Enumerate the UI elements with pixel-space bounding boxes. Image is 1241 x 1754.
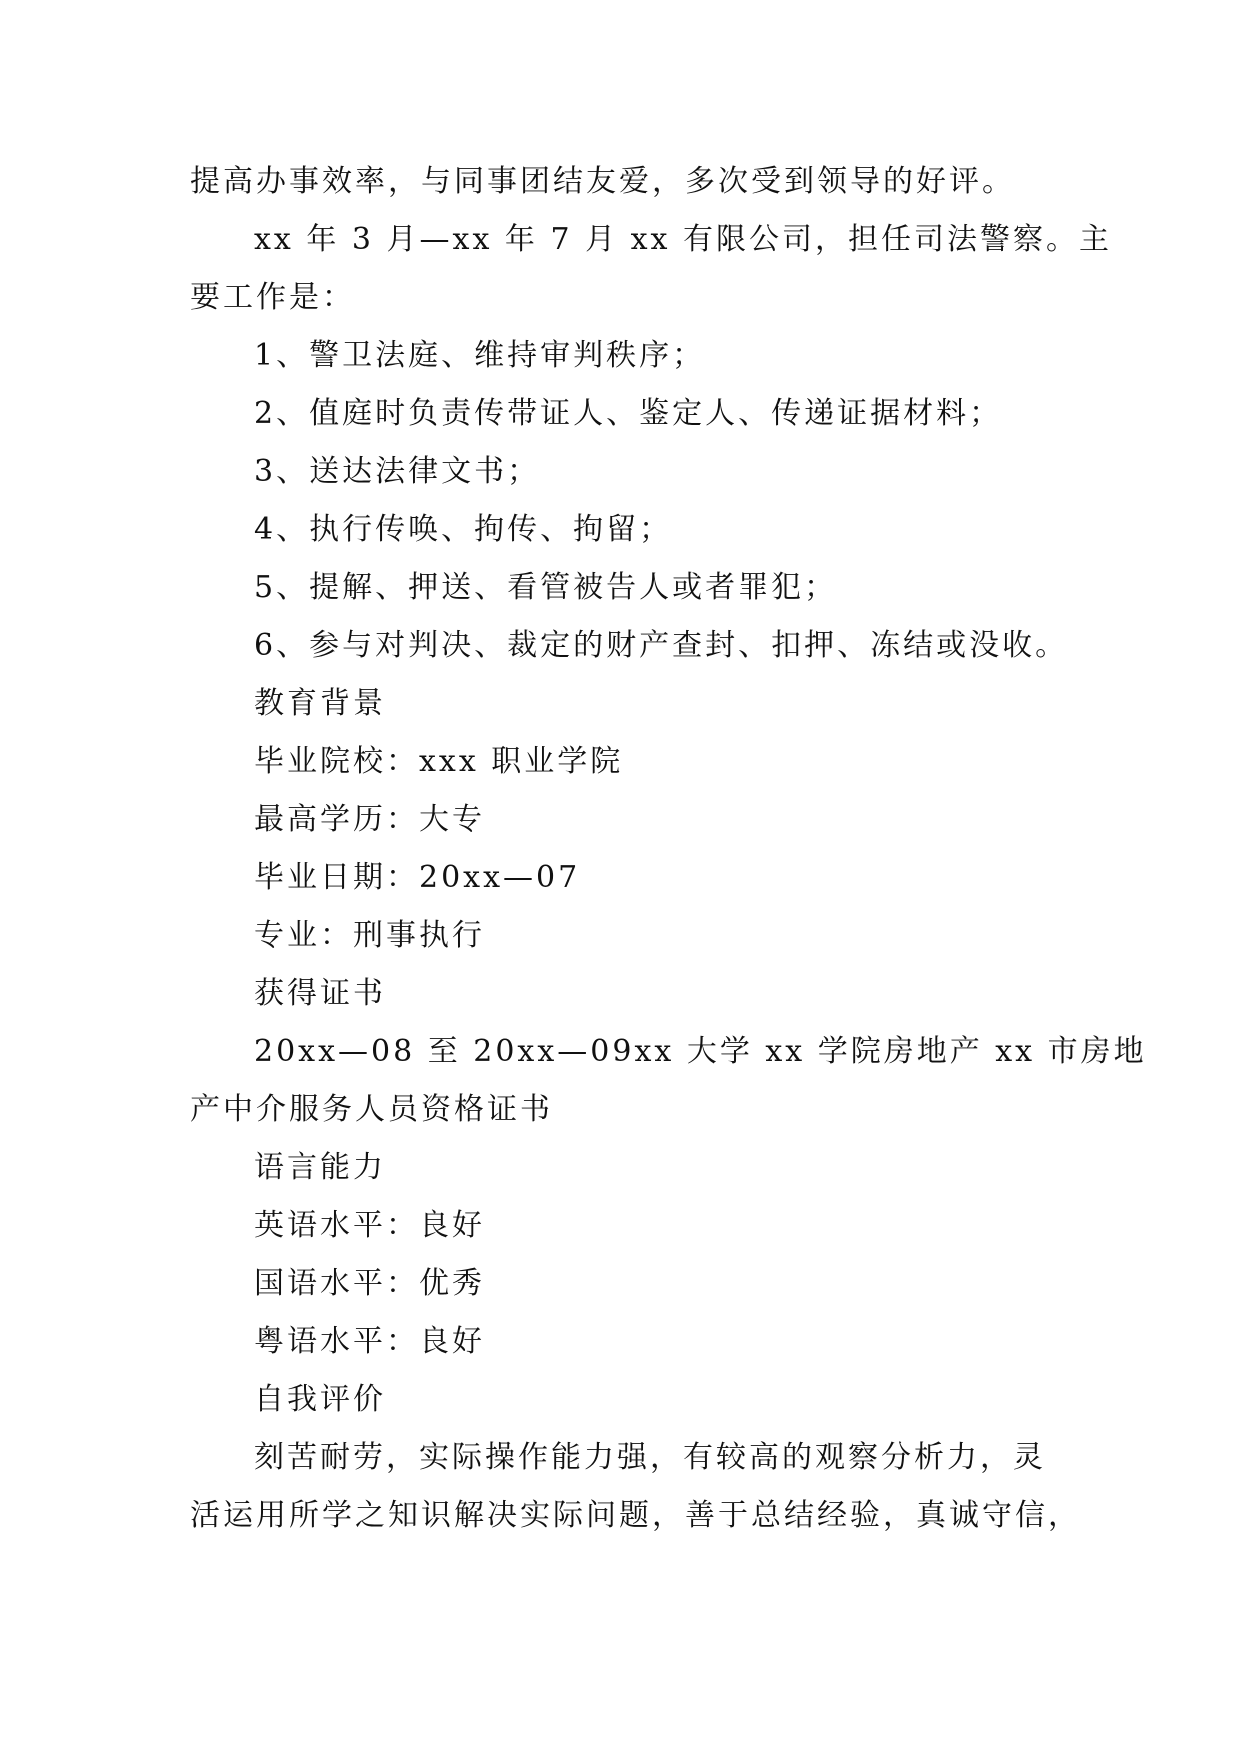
info-line: 专业：刑事执行	[254, 918, 485, 953]
list-item: 5、提解、押送、看管被告人或者罪犯；	[254, 570, 838, 605]
info-line: 国语水平：优秀	[254, 1266, 485, 1301]
paragraph-line: 产中介服务人员资格证书	[190, 1092, 553, 1127]
document-body	[190, 153, 1147, 1545]
list-item: 6、参与对判决、裁定的财产查封、扣押、冻结或没收。	[254, 628, 1069, 663]
info-line: 毕业日期：20xx—07	[254, 860, 581, 895]
section-heading-languages: 语言能力	[254, 1150, 386, 1185]
paragraph-line: 20xx—08 至 20xx—09xx 大学 xx 学院房地产 xx 市房地	[254, 1034, 1147, 1069]
list-item: 4、执行传唤、拘传、拘留；	[254, 512, 673, 547]
info-line: 英语水平：良好	[254, 1208, 485, 1243]
paragraph-line: xx 年 3 月—xx 年 7 月 xx 有限公司，担任司法警察。主	[254, 222, 1112, 257]
section-heading-self-evaluation: 自我评价	[254, 1382, 386, 1417]
paragraph-line: 活运用所学之知识解决实际问题，善于总结经验，真诚守信，	[190, 1498, 1081, 1533]
paragraph-line: 要工作是：	[190, 280, 355, 315]
info-line: 毕业院校：xxx 职业学院	[254, 744, 624, 779]
paragraph-line: 提高办事效率，与同事团结友爱，多次受到领导的好评。	[190, 164, 1015, 199]
info-line: 最高学历：大专	[254, 802, 485, 837]
section-heading-certificates: 获得证书	[254, 976, 386, 1011]
section-heading-education: 教育背景	[254, 686, 386, 721]
paragraph-line: 刻苦耐劳，实际操作能力强，有较高的观察分析力，灵	[254, 1440, 1046, 1475]
info-line: 粤语水平：良好	[254, 1324, 485, 1359]
list-item: 2、值庭时负责传带证人、鉴定人、传递证据材料；	[254, 396, 1003, 431]
list-item: 1、警卫法庭、维持审判秩序；	[254, 338, 706, 373]
list-item: 3、送达法律文书；	[254, 454, 541, 489]
